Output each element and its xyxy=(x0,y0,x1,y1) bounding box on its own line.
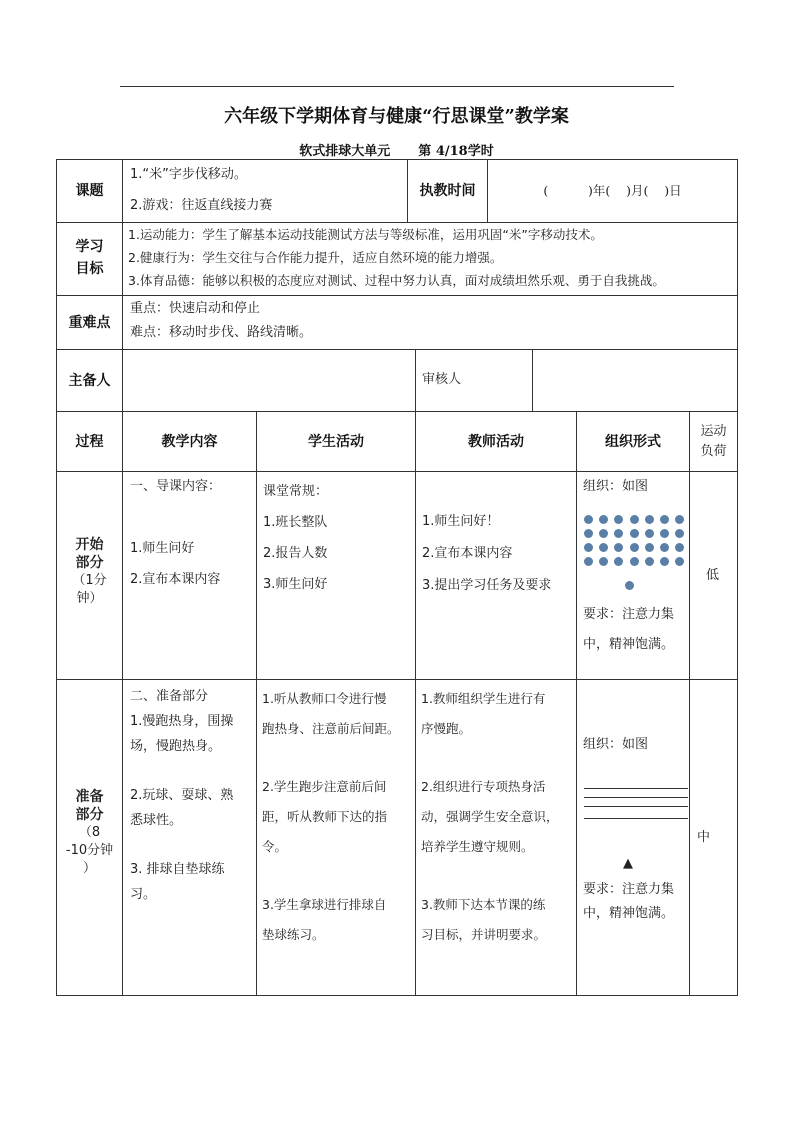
lesson-number: 第 4/18学时 xyxy=(418,144,494,159)
student-dot xyxy=(675,515,684,524)
goal-item: 1.运动能力：学生了解基本运动技能测试方法与等级标准，运用巩固“米”字移动技术。 xyxy=(128,227,603,242)
student-dot xyxy=(584,543,593,552)
start-content: 一、导课内容： 1.师生问好 2.宣布本课内容 xyxy=(130,479,222,587)
header-rule xyxy=(120,86,674,87)
col-divider xyxy=(689,411,690,996)
topic-item: 2.游戏：往返直线接力赛 xyxy=(130,198,273,213)
row-divider xyxy=(56,679,738,680)
student-dot xyxy=(599,543,608,552)
prep-teacher-activity: 1.教师组织学生进行有 序慢跑。 2.组织进行专项热身活 动，强调学生安全意识， 培养学生遵守规则。 3.教师下达本节课的练 习目标，并讲明要求。 xyxy=(421,691,559,942)
teacher-position-dot xyxy=(625,581,634,590)
track-line xyxy=(584,788,688,789)
goal-item: 3.体育品德：能够以积极的态度应对测试、过程中努力认真，面对成绩坦然乐观、勇于自我挑战。 xyxy=(128,273,665,288)
student-dot xyxy=(599,515,608,524)
col-header-content: 教学内容 xyxy=(161,433,218,450)
row-divider xyxy=(56,349,738,350)
page-title: 六年级下学期体育与健康“行思课堂”教学案 xyxy=(224,106,569,127)
col-header-organization: 组织形式 xyxy=(605,433,661,450)
goal-item: 2.健康行为：学生交往与合作能力提升，适应自然环境的能力增强。 xyxy=(128,250,503,265)
student-dot xyxy=(675,543,684,552)
student-dot xyxy=(599,529,608,538)
exec-time-value: ( )年( )月( )日 xyxy=(543,183,682,198)
unit-name: 软式排球大单元 xyxy=(299,144,391,159)
col-divider xyxy=(415,411,416,996)
student-dot xyxy=(599,557,608,566)
key-points-label: 重难点 xyxy=(68,314,111,331)
table-border-bottom xyxy=(56,995,738,996)
student-dot xyxy=(584,515,593,524)
student-dot xyxy=(660,529,669,538)
reviewer-label: 审核人 xyxy=(422,372,462,387)
student-dot xyxy=(675,557,684,566)
student-dot xyxy=(630,543,639,552)
row-divider xyxy=(56,471,738,472)
prep-student-activity: 1.听从教师口令进行慢 跑热身、注意前后间距。 2.学生跑步注意前后间 距，听从教师下达的指 令。 3.学生拿球进行排球自 垫球练习。 xyxy=(262,691,400,942)
student-dot xyxy=(630,557,639,566)
start-organization-label: 组织：如图 xyxy=(583,479,649,494)
student-dot xyxy=(614,515,623,524)
teacher-marker-icon: ▲ xyxy=(623,856,633,871)
col-header-load: 运动 负荷 xyxy=(700,423,727,459)
topic-item: 1.“米”字步伐移动。 xyxy=(130,167,247,182)
col-divider xyxy=(576,411,577,996)
preparer-label: 主备人 xyxy=(68,372,111,389)
student-dot xyxy=(645,529,654,538)
col-header-process: 过程 xyxy=(75,433,104,450)
student-dot xyxy=(630,515,639,524)
student-dot xyxy=(660,557,669,566)
col-header-teacher: 教师活动 xyxy=(468,433,524,450)
track-line xyxy=(584,818,688,819)
row-divider xyxy=(56,295,738,296)
exec-time-label: 执教时间 xyxy=(419,183,476,199)
student-dot xyxy=(614,557,623,566)
student-dot xyxy=(584,529,593,538)
key-point: 重点：快速启动和停止 xyxy=(130,301,261,316)
start-teacher-activity: 1.师生问好！ 2.宣布本课内容 3.提出学习任务及要求 xyxy=(422,514,552,593)
topic-content xyxy=(130,164,405,217)
student-dot xyxy=(630,529,639,538)
prep-content: 二、准备部分 1.慢跑热身，围操 场，慢跑热身。 2.玩球、耍球、熟 悉球性。 3. 排球自垫球练 习。 xyxy=(130,689,234,902)
student-dot xyxy=(660,515,669,524)
student-dot xyxy=(645,557,654,566)
col-divider xyxy=(532,349,533,411)
prep-organization-requirement: 要求：注意力集 中，精神饱满。 xyxy=(583,882,675,921)
prep-load: 中 xyxy=(697,830,711,845)
key-points-content xyxy=(130,297,730,345)
start-organization-requirement: 要求：注意力集 中，精神饱满。 xyxy=(583,607,675,652)
prep-section-label: 准备 部分 （8 -10分钟 ） xyxy=(65,789,114,876)
track-line xyxy=(584,806,688,807)
student-dot xyxy=(614,529,623,538)
track-line xyxy=(584,797,688,798)
col-divider xyxy=(122,159,123,996)
start-student-activity: 课堂常规： 1.班长整队 2.报告人数 3.师生问好 xyxy=(263,484,329,592)
prep-organization-label: 组织：如图 xyxy=(583,737,649,752)
goals-label: 学习 目标 xyxy=(75,239,104,277)
col-header-student: 学生活动 xyxy=(308,433,364,450)
start-load: 低 xyxy=(706,568,720,583)
student-dot xyxy=(645,543,654,552)
student-dot xyxy=(660,543,669,552)
student-dot xyxy=(584,557,593,566)
student-dot xyxy=(645,515,654,524)
goals-content xyxy=(128,223,736,292)
student-dot xyxy=(675,529,684,538)
topic-label: 课题 xyxy=(75,183,104,199)
col-divider xyxy=(256,411,257,996)
student-dot xyxy=(614,543,623,552)
col-divider xyxy=(415,349,416,411)
difficult-point: 难点：移动时步伐、路线清晰。 xyxy=(130,325,313,340)
start-section-label: 开始 部分 （1分 钟） xyxy=(72,537,107,606)
table-border-right xyxy=(737,159,738,996)
page-subtitle xyxy=(0,140,793,159)
